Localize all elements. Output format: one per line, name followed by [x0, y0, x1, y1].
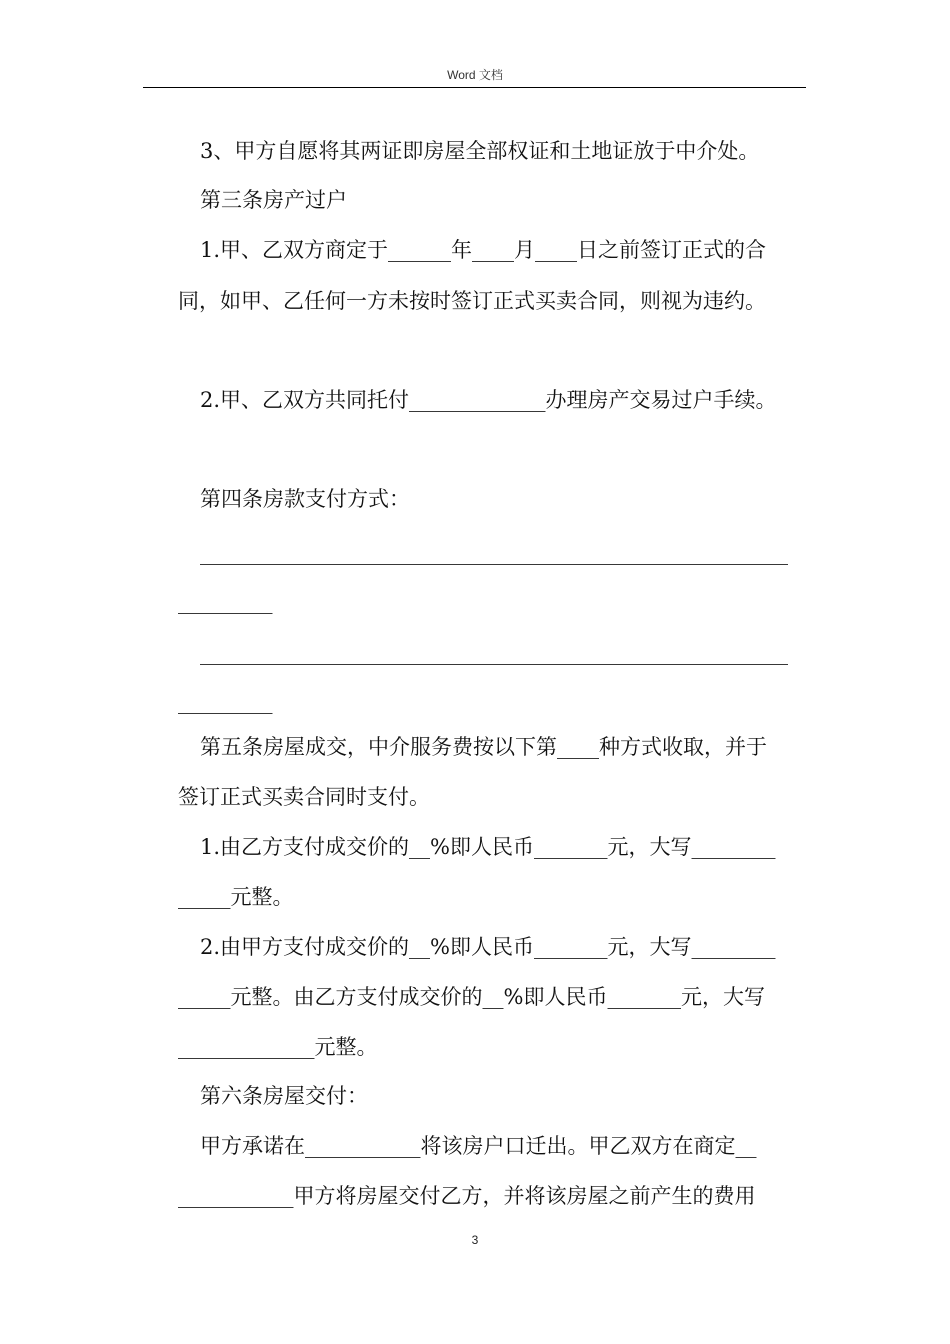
- clause-line: 2.甲、乙双方共同托付_____________办理房产交易过户手续。: [200, 388, 777, 412]
- section-heading-6: 第六条房屋交付：: [200, 1084, 368, 1108]
- clause-line: 2.由甲方支付成交价的__%即人民币_______元，大写________: [200, 935, 776, 959]
- clause-line: 甲方承诺在___________将该房户口迁出。甲乙双方在商定__: [200, 1134, 757, 1158]
- section-heading-5: 第五条房屋成交，中介服务费按以下第____种方式收取，并于: [200, 735, 767, 759]
- clause-line: _____________元整。: [178, 1035, 378, 1059]
- section-heading-4: 第四条房款支付方式：: [200, 487, 410, 511]
- section-heading-3: 第三条房产过户: [200, 188, 347, 212]
- page-header: Word 文档: [447, 68, 503, 82]
- page-number: 3: [471, 1233, 479, 1247]
- header-rule: [143, 87, 806, 88]
- blank-line: ________________________________________________________: [200, 541, 788, 565]
- blank-line: ________________________________________________________: [200, 641, 788, 665]
- blank-line: _________: [178, 690, 273, 714]
- clause-line: 1.由乙方支付成交价的__%即人民币_______元，大写________: [200, 835, 776, 859]
- clause-line: 签订正式买卖合同时支付。: [178, 785, 430, 809]
- clause-line: ___________甲方将房屋交付乙方，并将该房屋之前产生的费用: [178, 1184, 756, 1208]
- clause-line: 1.甲、乙双方商定于______年____月____日之前签订正式的合: [200, 238, 767, 262]
- clause-line: _____元整。: [178, 885, 294, 909]
- blank-line: _________: [178, 590, 273, 614]
- clause-line: 3、甲方自愿将其两证即房屋全部权证和土地证放于中介处。: [200, 139, 760, 163]
- clause-line: 同，如甲、乙任何一方未按时签订正式买卖合同，则视为违约。: [178, 289, 766, 313]
- clause-line: _____元整。由乙方支付成交价的__%即人民币_______元，大写: [178, 985, 765, 1009]
